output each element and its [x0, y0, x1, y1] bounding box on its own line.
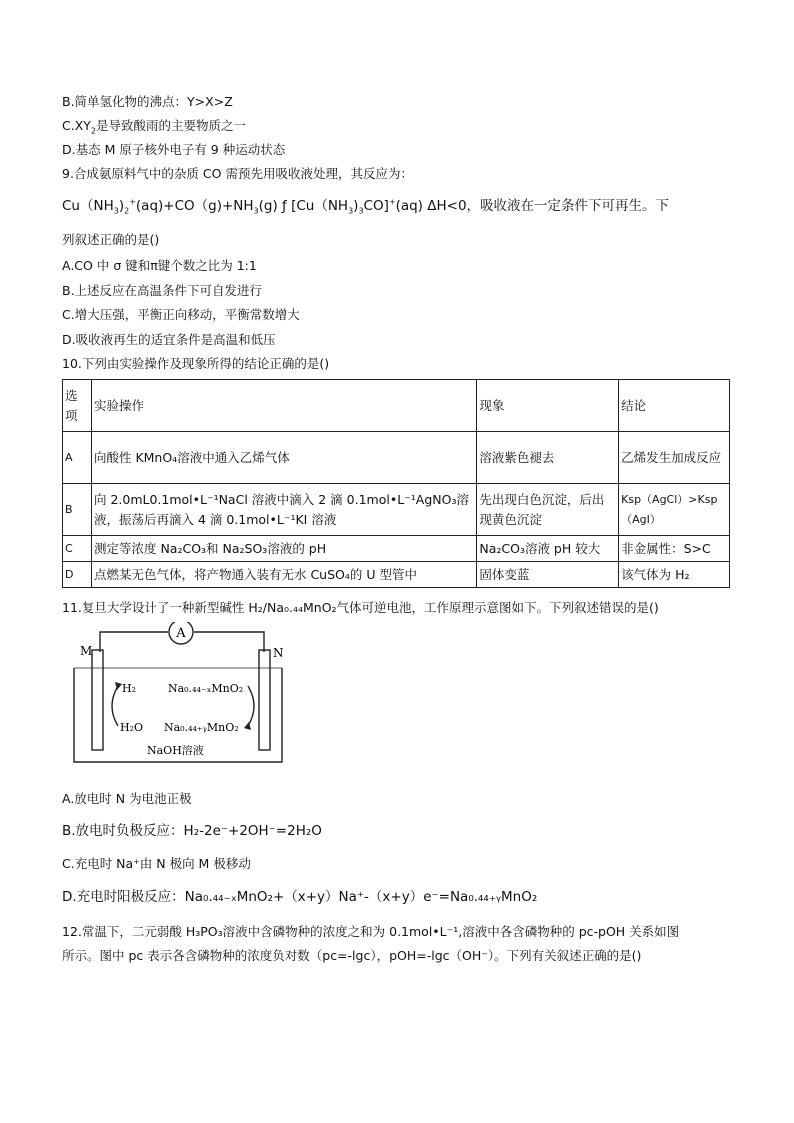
cell-option: B [63, 484, 92, 536]
q12-line2: 所示。图中 pc 表示各含磷物种的浓度负对数（pc=-lgc），pOH=-lgc（OH⁻）。下列有关叙述正确的是() [62, 948, 642, 963]
table-row [63, 484, 730, 536]
electrolyte-label: NaOH溶液 [147, 744, 204, 757]
q8-option-b: B.简单氢化物的沸点：Y>X>Z [62, 94, 233, 109]
cell-phenomenon: 固体变蓝 [477, 562, 619, 588]
cell-conclusion: 非金属性：S>C [619, 536, 730, 562]
cell-operation: 点燃某无色气体，将产物通入装有无水 CuSO₄的 U 型管中 [91, 562, 476, 588]
q11-option-d: D.充电时阳极反应：Na₀.₄₄₋ₓMnO₂+（x+y）Na⁺-（x+y）e⁻=Na₀.₄₄₊ᵧMnO₂ [62, 889, 538, 905]
table-row [63, 562, 730, 588]
q9-option-b: B.上述反应在高温条件下可自发进行 [62, 283, 263, 298]
battery-diagram [72, 622, 302, 770]
header-operation: 实验操作 [91, 380, 476, 432]
q9-option-c: C.增大压强，平衡正向移动，平衡常数增大 [62, 307, 300, 322]
cell-conclusion: 乙烯发生加成反应 [619, 432, 730, 484]
arrow-left-curve [112, 686, 118, 726]
h2o-label: H₂O [120, 721, 144, 734]
wire-right [194, 632, 264, 652]
q9-option-a: A.CO 中 σ 键和π键个数之比为 1:1 [62, 258, 257, 273]
cell-conclusion: 该气体为 H₂ [619, 562, 730, 588]
h2-label: H₂ [122, 682, 137, 695]
cell-operation: 测定等浓度 Na₂CO₃和 Na₂SO₃溶液的 pH [91, 536, 476, 562]
q11-option-b: B.放电时负极反应：H₂-2e⁻+2OH⁻=2H₂O [62, 823, 322, 839]
header-phenomenon: 现象 [477, 380, 619, 432]
cell-option: A [63, 432, 92, 484]
q11-stem: 11.复旦大学设计了一种新型碱性 H₂/Na₀.₄₄MnO₂气体可逆电池，工作原理示意图如下。下列叙述错误的是() [62, 600, 659, 615]
cell-option: D [63, 562, 92, 588]
table-row [63, 432, 730, 484]
table-row [63, 536, 730, 562]
bottom-species-label: Na₀.₄₄₊ᵧMnO₂ [164, 721, 239, 734]
cell-operation: 向酸性 KMnO₄溶液中通入乙烯气体 [91, 432, 476, 484]
electrode-m [92, 650, 103, 750]
q11-option-c: C.充电时 Na⁺由 N 极向 M 极移动 [62, 856, 251, 871]
header-option: 选项 [63, 380, 92, 432]
cell-conclusion: Ksp（AgCl）>Ksp（AgI） [619, 484, 730, 536]
table-header-row [63, 380, 730, 432]
cell-phenomenon: 先出现白色沉淀，后出现黄色沉淀 [477, 484, 619, 536]
top-species-label: Na₀.₄₄₋ₓMnO₂ [168, 682, 244, 695]
wire-left [100, 632, 168, 652]
cell-option: C [63, 536, 92, 562]
q8-option-d: D.基态 M 原子核外电子有 9 种运动状态 [62, 142, 286, 157]
cell-phenomenon: Na₂CO₃溶液 pH 较大 [477, 536, 619, 562]
q11-option-a: A.放电时 N 为电池正极 [62, 791, 192, 806]
q12-line1: 12.常温下，二元弱酸 H₃PO₃溶液中含磷物种的浓度之和为 0.1mol•L⁻¹,溶液中各含磷物种的 pc-pOH 关系如图 [62, 924, 680, 939]
arrow-right-curve [248, 686, 254, 726]
q9-stem-cont: 列叙述正确的是() [62, 232, 160, 247]
q9-equation: $Cu(NH_3)_2^+(aq)+CO(g)+NH_3(g)$ ƒ $[Cu(NH_3)_3CO]^+(aq)$ ΔH<0，吸收液在一定条件下可再生。下 [62, 197, 670, 216]
q9-stem: 9.合成氨原料气中的杂质 CO 需预先用吸收液处理，其反应为： [62, 166, 413, 181]
header-conclusion: 结论 [619, 380, 730, 432]
electrode-m-label: M [80, 644, 93, 658]
electrode-n [259, 650, 270, 750]
cell-phenomenon: 溶液紫色褪去 [477, 432, 619, 484]
q8-option-c: $C.XY_2$是导致酸雨的主要物质之一 [62, 118, 247, 136]
cell-operation: 向 2.0mL0.1mol•L⁻¹NaCl 溶液中滴入 2 滴 0.1mol•L⁻¹AgNO₃溶液，振荡后再滴入 4 滴 0.1mol•L⁻¹KI 溶液 [91, 484, 476, 536]
q10-stem: 10.下列由实验操作及现象所得的结论正确的是() [62, 356, 330, 371]
electrode-n-label: N [273, 646, 284, 660]
q9-option-d: D.吸收液再生的适宜条件是高温和低压 [62, 332, 276, 347]
ammeter-label: A [176, 626, 186, 641]
experiment-table [62, 379, 730, 588]
